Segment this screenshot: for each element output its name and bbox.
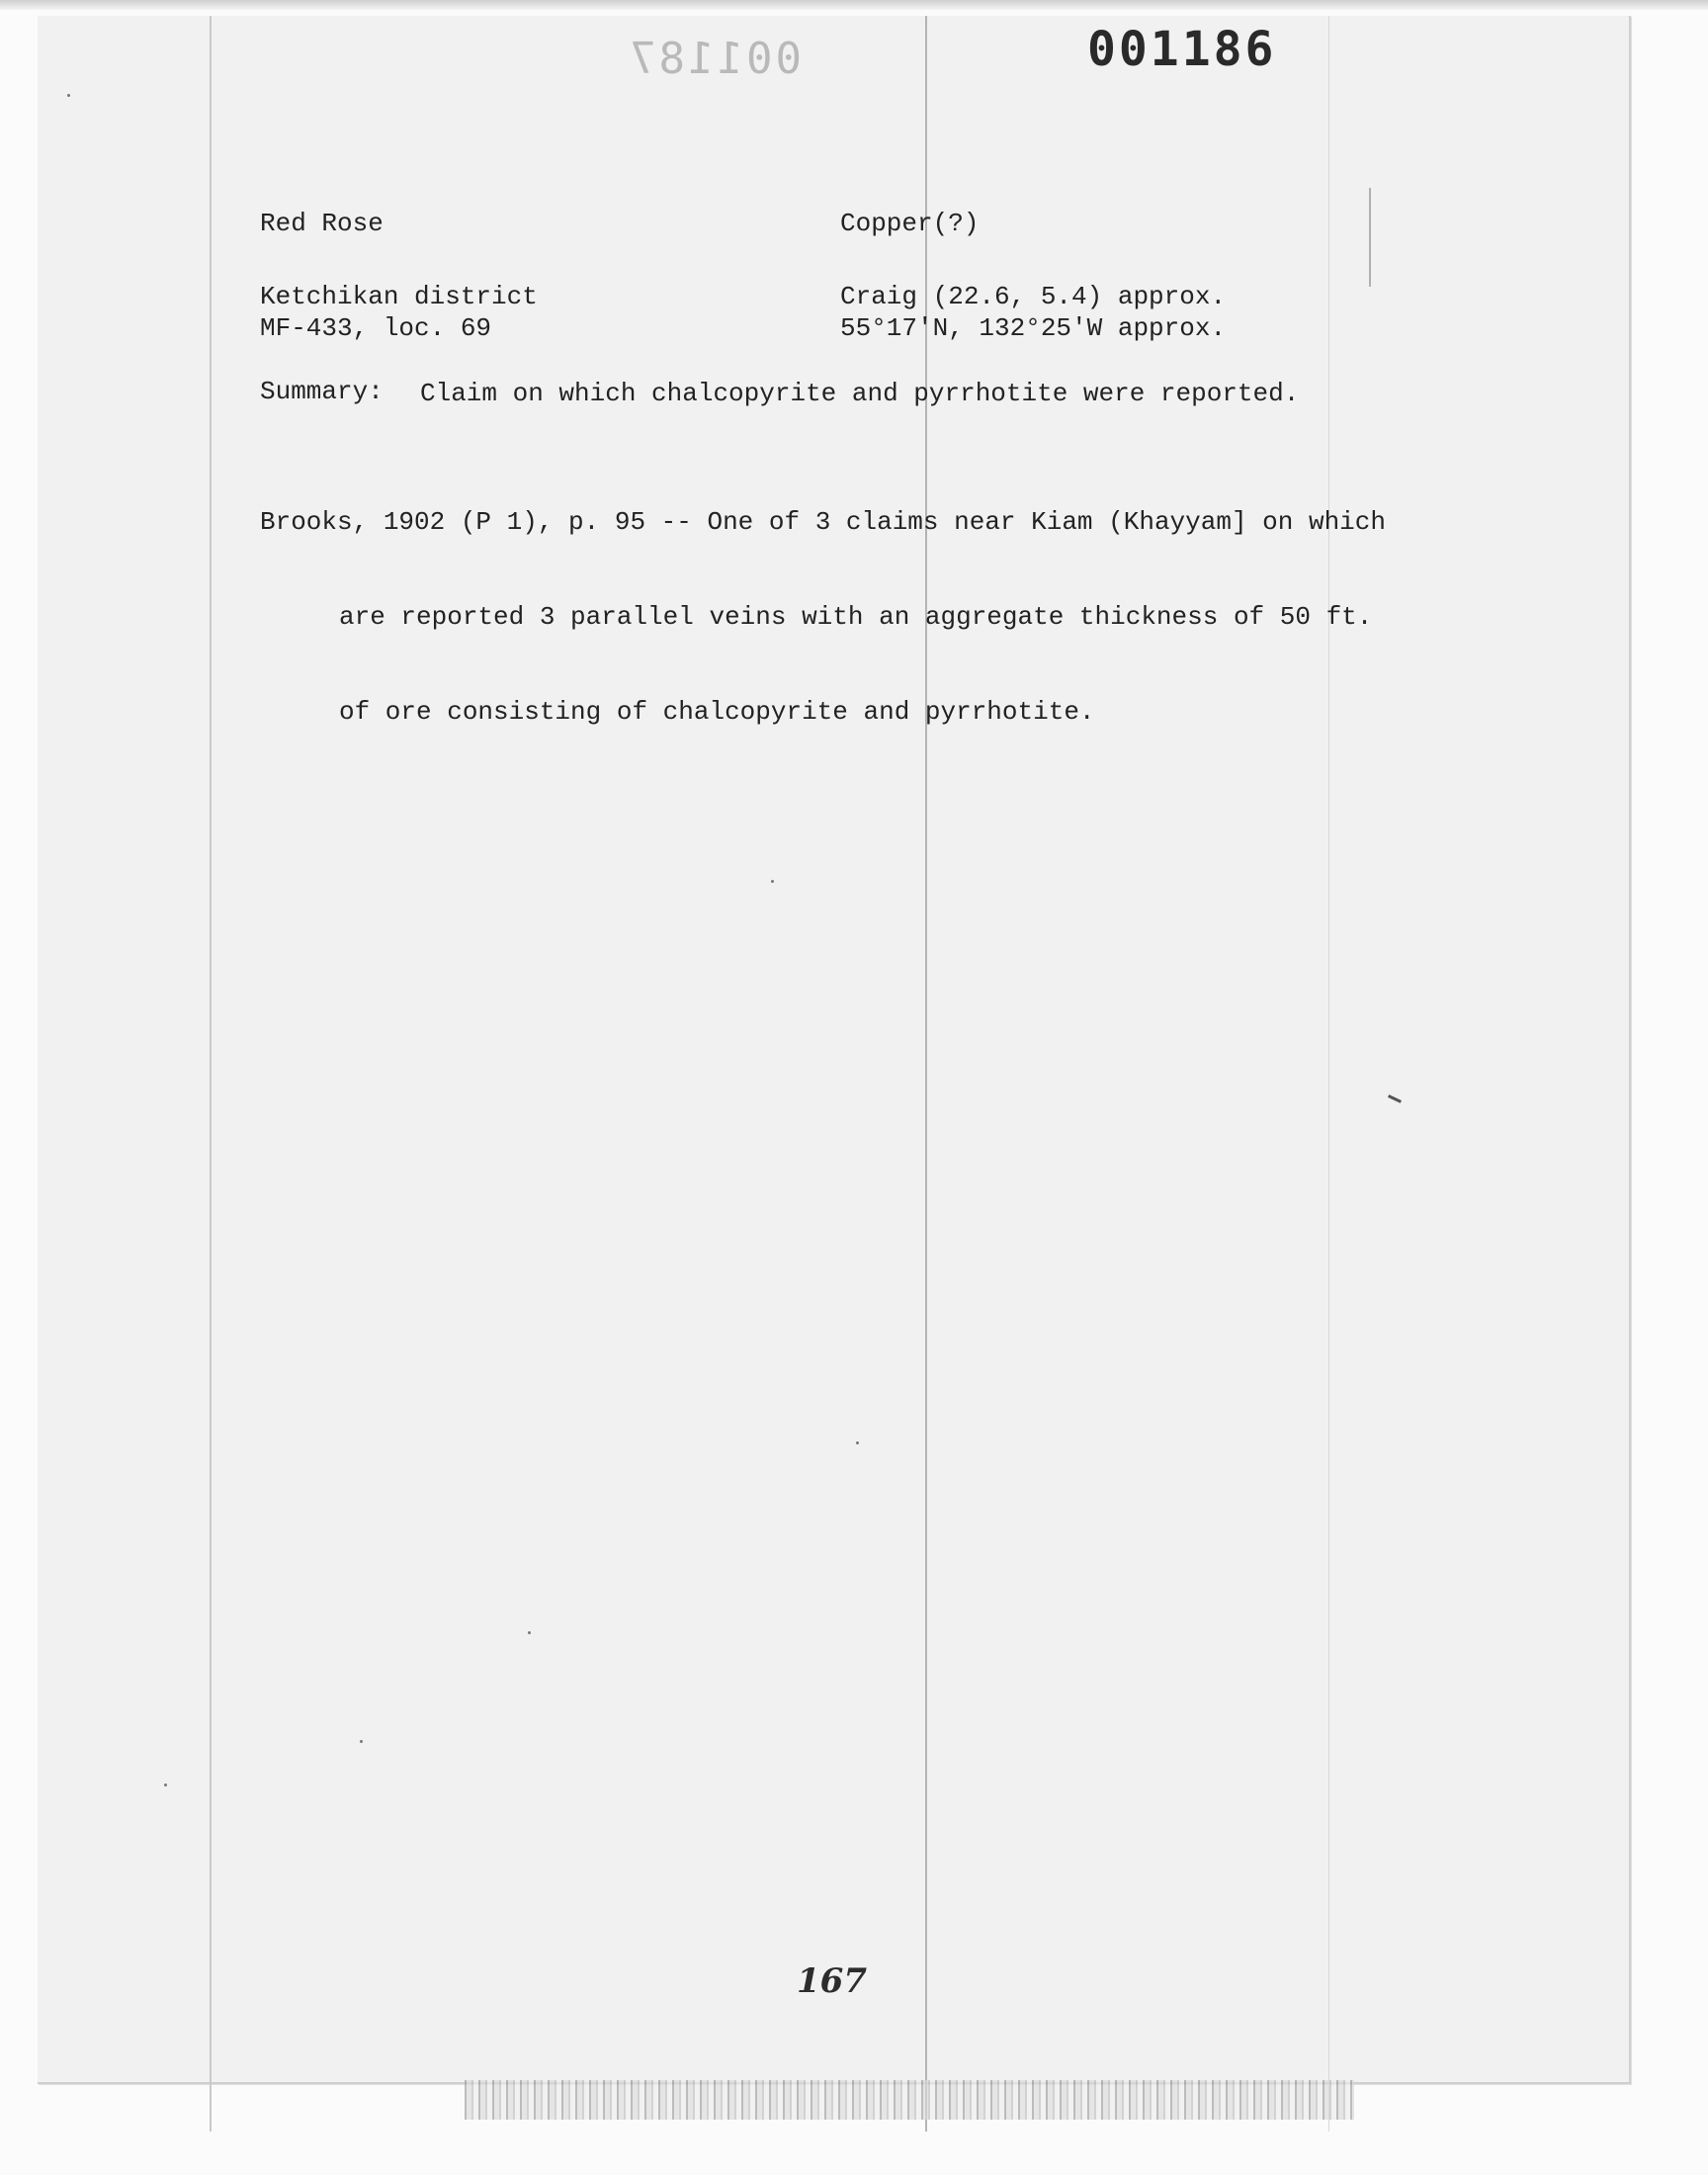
reference-line: of ore consisting of chalcopyrite and pyrrhotite. [339, 697, 1095, 727]
scan-streak [210, 16, 212, 2132]
bleed-through-stamp-number: 001187 [627, 34, 802, 84]
scan-speck [67, 94, 70, 97]
record-commodity: Copper(?) [840, 209, 980, 238]
scan-speck [856, 1441, 859, 1444]
record-name: Red Rose [260, 209, 384, 238]
margin-mark [1369, 188, 1371, 287]
scan-speck [164, 1784, 167, 1786]
record-district: Ketchikan district [260, 282, 538, 311]
scan-bottom-streaks [465, 2080, 1354, 2120]
record-coordinates: 55°17'N, 132°25'W approx. [840, 313, 1227, 343]
record-quadrangle: Craig (22.6, 5.4) approx. [840, 282, 1227, 311]
page-number: 167 [797, 1961, 867, 2001]
stamp-number: 001186 [1087, 22, 1277, 77]
reference-paragraph [260, 443, 1386, 759]
summary-text: Claim on which chalcopyrite and pyrrhotite were reported. [420, 379, 1300, 408]
scan-speck [360, 1740, 363, 1743]
scan-top-edge [0, 0, 1708, 10]
scan-speck [771, 880, 774, 883]
scan-speck [528, 1631, 531, 1634]
reference-line: are reported 3 parallel veins with an aggregate thickness of 50 ft. [339, 602, 1373, 632]
record-map-ref: MF-433, loc. 69 [260, 313, 492, 343]
scan-streak [1328, 16, 1329, 2132]
summary-label: Summary: [260, 377, 384, 406]
reference-line: Brooks, 1902 (P 1), p. 95 -- One of 3 claims near Kiam (Khayyam] on which [260, 507, 1386, 537]
